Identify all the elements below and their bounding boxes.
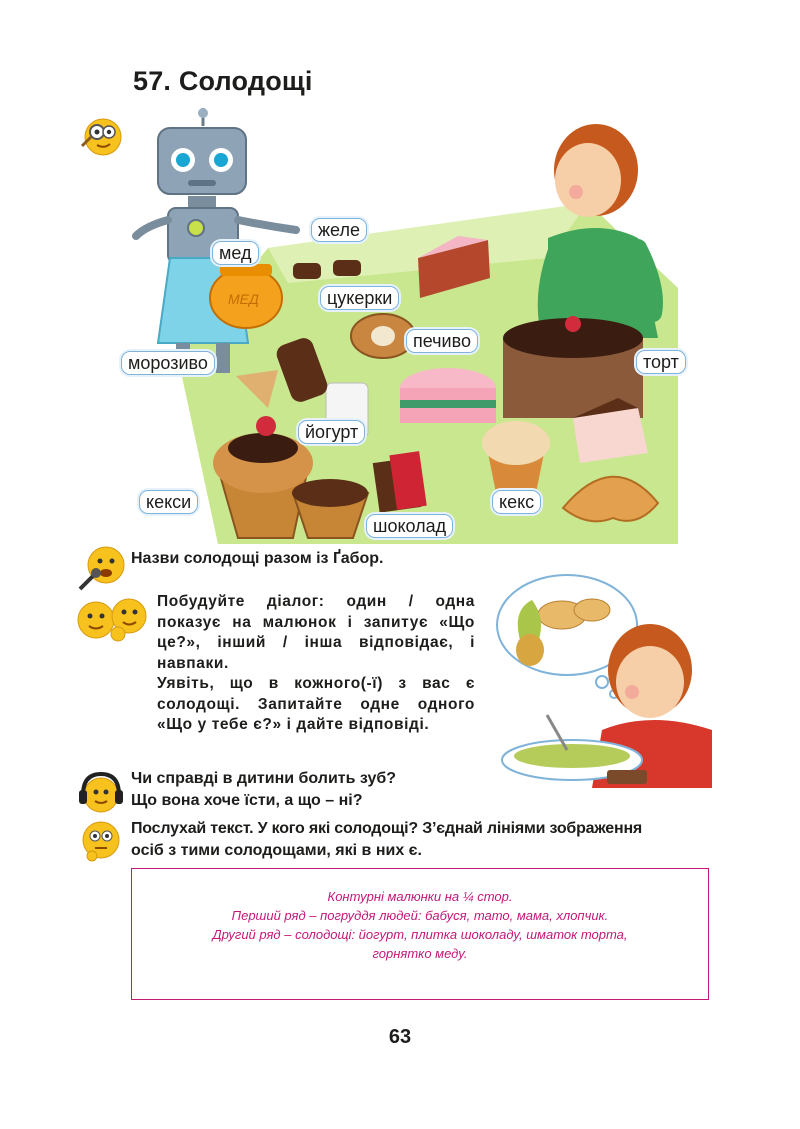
microphone-emoji-icon <box>72 543 128 593</box>
label-pechyvo: печиво <box>406 329 478 353</box>
task-connect-line2: осіб з тими солодощами, які в них є. <box>131 842 422 859</box>
label-tsukerky: цукерки <box>320 286 399 310</box>
label-yohurt: йогурт <box>298 420 365 444</box>
page-number: 63 <box>388 1026 412 1048</box>
task-name-sweets: Назви солодощі разом із Ґабор. <box>131 550 384 567</box>
dialog-paragraph-1: Побудуйте діалог: один / одна показує на малюнок і запитує «Що це?», інший / інша відповідає, і навпаки. <box>157 593 475 672</box>
jar-text: МЕД <box>228 291 259 307</box>
label-keksy: кекси <box>139 490 198 514</box>
illustration-placeholder-note <box>131 868 709 1000</box>
dialog-task <box>157 592 475 736</box>
sweets-illustration <box>118 108 708 544</box>
label-tort: торт <box>636 350 686 374</box>
two-faces-emoji-icon <box>74 594 154 644</box>
task-connect-line1: Послухай текст. У кого які солодощі? З’єднай лініями зображення <box>131 820 643 837</box>
label-zhele: желе <box>311 218 367 242</box>
label-keks: кекс <box>492 490 541 514</box>
headphones-emoji-icon <box>76 770 126 816</box>
dialog-paragraph-2: Уявіть, що в кожного(-ї) з вас є солодощі. Запитайте одне одного «Що у тебе є?» і дайте відповіді. <box>157 675 475 733</box>
label-morozyvo: морозиво <box>121 351 215 375</box>
sweets-scene-drawing <box>118 108 708 544</box>
note-line-4: горнятко меду. <box>372 946 468 961</box>
page-title: 57. Солодощі <box>133 66 313 96</box>
note-line-3: Другий ряд – солодощі: йогурт, плитка шоколаду, шматок торта, <box>212 927 628 942</box>
label-med: мед <box>212 241 259 265</box>
task-listen-q2: Що вона хоче їсти, а що – ні? <box>131 792 363 809</box>
dreaming-child-illustration <box>492 570 712 788</box>
task-listen-q1: Чи справді в дитини болить зуб? <box>131 770 397 787</box>
thinking-emoji-icon <box>76 816 126 864</box>
note-line-2: Перший ряд – погруддя людей: бабуся, тато, мама, хлопчик. <box>231 908 609 923</box>
label-shokolad: шоколад <box>366 514 453 538</box>
note-line-1: Контурні малюнки на ¼ стор. <box>327 889 513 904</box>
